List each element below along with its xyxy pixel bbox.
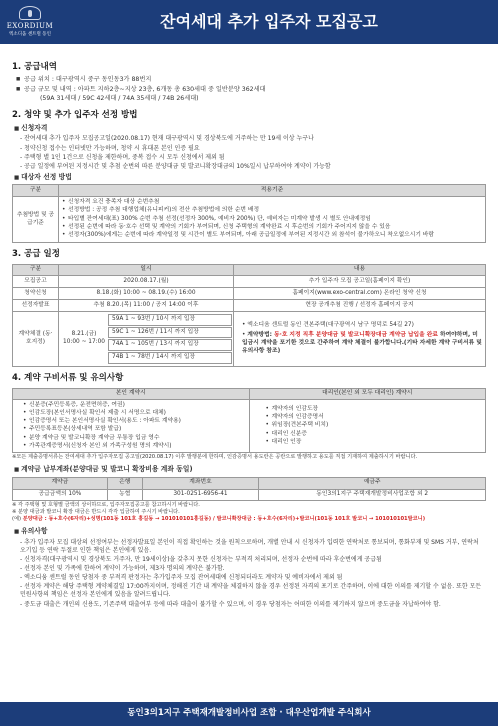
selection-table <box>12 184 486 243</box>
account-table <box>12 477 486 502</box>
contract-method: • 계약방법: 동·호 지정 직후 분양대금 및 발코니확장대금 계약금 납입을 완료 하여야하며, 미입금시 계약을 포기한 것으로 간주하여 계약 체결이 불가합니다.(기타 자세한 계약 구비서류 및 유의사항 참조) <box>242 332 482 354</box>
schedule-content: 홈페이지(www.exo-central.com) 온라인 청약 신청 <box>234 288 486 300</box>
table-header: 대리인(본인 외 모두 대리인) 계약시 <box>249 388 486 400</box>
table-header: 구분 <box>13 264 59 276</box>
table-header: 일시 <box>59 264 234 276</box>
schedule-content: 추가 입주자 모집 공고일(홈페이지 확인) <box>234 276 486 288</box>
table-header: 본인 계약시 <box>13 388 250 400</box>
contract-time: 10:00 ~ 17:00 <box>63 338 105 345</box>
eligibility-line: - 주택형 별 1인 1건으로 신청을 제한하며, 중복 접수 시 모두 신청에서 제외 됨 <box>20 153 225 161</box>
notice-line: - 중도금 대출은 개인의 신용도, 기존주택 대출여부 등에 따라 대출이 불가할 수 있으며, 이 경우 당첨자는 어떠한 이의를 제기하지 않으며 중도금을 자납하여야 함. <box>20 600 441 608</box>
table-header: 예금주 <box>259 477 486 489</box>
schedule-content: 현장 공개추첨 진행 / 선정자 홈페이지 공지 <box>234 300 486 312</box>
logo-subtitle: 엑소디움 센트럴 동인 <box>9 32 51 38</box>
logo-name: EXORDIUM <box>6 21 54 30</box>
section-schedule-title: 3. 공급 일정 <box>12 249 60 260</box>
table-header: 내용 <box>234 264 486 276</box>
table-header: 계약금 <box>13 477 108 489</box>
list-item: • 선정된 순번에 따라 동·호수 선택 및 계약의 기회가 부여되며, 신청 주택형의 계약완료 시 후순번의 기회가 주어지지 않을 수 있음 <box>62 224 482 232</box>
proxy-documents-list <box>266 406 483 446</box>
eligibility-line: - 잔여세대 추가 입주자 모집공고일(2020.08.17) 현재 대구광역시 및 경상북도에 거주하는 만 19세 이상 누구나 <box>20 135 314 143</box>
account-note: ※ 각 주택형 및 호형별 금액의 상이하므로, 입주자모집공고를 참고하시기 바랍니다. <box>12 502 200 509</box>
list-item: • 선정방법 : 공정 추첨 대행업체(유니피커)의 전산 추첨방법에 의한 순번 배정 <box>62 207 482 215</box>
contract-slot: 59A 1 ~ 93번 / 10시 까지 입장 <box>108 314 232 326</box>
page-title: 잔여세대 추가 입주자 모집공고 <box>160 12 378 32</box>
section-selection-title: 2. 청약 및 추가 입주자 선정 방법 <box>12 109 138 120</box>
list-item: • 주민등록표등본(상세내역 포함 발급) <box>23 426 246 434</box>
notice-line: - 엑소디움 센트럴 동인 당첨자 중 부적격 판정자는 추가입주자 모집 잔여세대에 신청되더라도 계약자 및 예비자에서 제외 됨 <box>20 574 343 582</box>
deposit-example <box>12 516 486 523</box>
contract-slot: 59C 1 ~ 126번 / 11시 까지 입장 <box>108 327 232 339</box>
account-amount: 공급금액의 10% <box>13 489 108 501</box>
contract-datetime <box>60 331 108 347</box>
table-row <box>13 288 486 300</box>
table-row <box>13 276 486 288</box>
notice-line: - 신청자격(대구광역시 및 경상북도 거주자, 만 19세이상)을 갖추지 못한 신청자는 부적격 처리되며, 선정자 순번에 따라 후순번에게 공급됨 <box>20 556 382 564</box>
schedule-key: 계약체결 (동·호지정) <box>13 311 59 366</box>
table-header: 구분 <box>13 185 59 197</box>
contract-slot: 74A 1 ~ 105번 / 13시 까지 입장 <box>108 339 232 351</box>
section-supply-title: 1. 공급내역 <box>12 62 57 72</box>
eligibility-line: - 공급 일정에 부여된 지정시간 및 추첨 순번의 따른 분양대금 및 발코니확장대금의 10%일시 납부하여야 계약이 가능함 <box>20 162 331 170</box>
notice-line: - 선정자 본인 및 가족에 한하여 계약이 가능하며, 제3자 명의의 계약은 불가함. <box>20 565 225 573</box>
contract-location-text: 엑소디움 센트럴 동인 견본주택(대구광역시 남구 명덕로 54길 27) <box>247 322 414 329</box>
contract-date: 8.21.(금) <box>71 331 97 338</box>
list-item: • 위임장(견본주택 비치) <box>266 422 483 430</box>
account-bank: 농협 <box>107 489 142 501</box>
example-label: (예) <box>12 516 23 523</box>
list-item: • 선정자(300%)에게는 순번에 따라 계약일정 및 시간이 별도 부여되며, 아래 공급일정에 부여된 지정시간 외 참석이 불가하오니 착오없으시기 바람 <box>62 232 482 240</box>
list-item: • 분양 계약금 및 발코니확장 계약금 무통장 입금 영수 <box>23 435 246 443</box>
selection-method-title: ■ 대상자 선정 방법 <box>12 173 486 182</box>
schedule-date: 추첨 8.20.(목) 11:00 / 공지 14:00 이후 <box>59 300 234 312</box>
contract-method-text: 하여야하며, 미입금시 계약을 포기한 것으로 간주하여 계약 체결이 불가합니다.(기타 자세한 계약 구비서류 및 유의사항 참조) <box>242 332 482 354</box>
notice-title: ■ 유의사항 <box>12 527 486 536</box>
list-item: • 타입별 잔여세대(표) 300% 순번 추첨 선정(선정자 300%, 예비자 200%) 단, 예비자는 미계약 발생 시 별도 안내예정임 <box>62 216 482 224</box>
contract-method-emphasis: 동·호 지정 직후 분양대금 및 발코니확장대금 계약금 납입을 완료 <box>274 332 438 339</box>
list-item: • 대리인 인장 <box>266 439 483 447</box>
list-item: • 신청자격 요건 충족자 대상 순번추첨 <box>62 199 482 207</box>
schedule-key: 선정자발표 <box>13 300 59 312</box>
list-item: • 인감증명서 또는 본인서명사실 확인서(용도 : 아파트 계약용) <box>23 418 246 426</box>
list-item: • 계약자의 인감증명서 <box>266 414 483 422</box>
contract-method-label: 계약방법: <box>247 332 275 339</box>
section-documents-title: 4. 계약 구비서류 및 유의사항 <box>12 373 124 384</box>
contract-location: • 엑소디움 센트럴 동인 견본주택(대구광역시 남구 명덕로 54길 27) <box>242 322 414 329</box>
table-row <box>13 489 486 501</box>
notice-line: - 추가 입주자 모집 대상의 선정여부는 선정자발표일 본인이 직접 확인하는 것을 원칙으로하며, 개별 안내 시 신청자가 입력한 연락처로 통보되며, 통화부재 및 SMS 거부, 연락처 오기입 등 연락 두절로 인한 책임은 본인에게 있음. <box>20 538 479 554</box>
self-documents-list <box>23 402 246 450</box>
account-title: ■ 계약금 납부계좌(분양대금 및 발코니 확장비용 계좌 동일) <box>12 465 486 474</box>
documents-note: ※모든 제출증명서류는 잔여세대 추가 입주자모집 공고일(2020.08.17) 이후 발행분에 한하며, 인감증명서 용도란은 공란으로 발행하고 용도를 직접 기재하여 제출하시기 바랍니다. <box>12 454 418 461</box>
selection-label: 추첨방법 및 공급기준 <box>13 197 59 243</box>
account-note: ※ 분양 대금과 발코니 확장 대금은 반드시 각각 입금하여 주시기 바랍니다. <box>12 509 180 516</box>
list-item: • 인감도장(본인서명사실 확인서 제출 시 서명으로 대체) <box>23 410 246 418</box>
supply-location: ■ 공급 위치 : 대구광역시 중구 동인동3가 88번지 <box>12 76 486 84</box>
table-row <box>13 300 486 312</box>
table-header: 은행 <box>107 477 142 489</box>
schedule-key: 모집공고 <box>13 276 59 288</box>
footer-banner: 동인3의1지구 주택재개발정비사업 조합 · 대우산업개발 주식회사 <box>0 702 498 726</box>
contract-slot: 74B 1 ~ 78번 / 14시 까지 입장 <box>108 352 232 364</box>
supply-scale: ■ 공급 규모 및 내역 : 아파트 지하2층~지상 23층, 6개동 총 630세대 중 일반분양 362세대 <box>12 86 486 94</box>
list-item: • 신분증(주민등록증, 운전면허증, 여권) <box>23 402 246 410</box>
notice-line: - 선정자 계약은 해당 주택형 계약체결일 17:00까지이며, 정해진 기간 내 계약을 체결하지 않을 경우 선정된 자격의 포기로 간주하며, 이에 대한 이의를 제기할 수 없음. 또한 모든 민원사항의 책임은 선정자 본인에게 있음을 알려드립니다. <box>20 583 482 599</box>
table-header: 계좌번호 <box>142 477 259 489</box>
table-header: 적용기준 <box>59 185 486 197</box>
supply-types: (59A 31세대 / 59C 42세대 / 74A 35세대 / 74B 26세대) <box>40 95 199 103</box>
schedule-date: 8.18.(화) 10:00 ~ 08.19.(수) 16:00 <box>59 288 234 300</box>
list-item: • 가족관계증명서(신청자 본인 외 가족구성원 명의 계약시) <box>23 443 246 451</box>
table-row <box>13 311 486 366</box>
documents-table <box>12 388 486 454</box>
list-item: • 대리인 신분증 <box>266 431 483 439</box>
header-banner <box>0 0 498 44</box>
selection-criteria-list <box>62 199 482 240</box>
eligibility-line: - 청약신청 접수는 인터넷만 가능하며, 청약 시 휴대폰 본인 인증 필요 <box>20 144 200 152</box>
schedule-date: 2020.08.17.(월) <box>59 276 234 288</box>
example-text: 분양대금 : 동+호수(6자리)+성명(101동 101호 홍길동 → 101010101홍길동) / 발코니확장대금 : 동+호수(6자리)+발코니(101동 101호 발코니 → 101010101발코니) <box>22 516 426 523</box>
schedule-key: 청약신청 <box>13 288 59 300</box>
eligibility-title: ■ 신청자격 <box>12 124 486 133</box>
list-item: • 계약자의 인감도장 <box>266 406 483 414</box>
schedule-table <box>12 264 486 368</box>
account-holder: 동인3의1지구 주택재개발정비사업조합 외 2 <box>259 489 486 501</box>
account-number: 301-0251-6956-41 <box>142 489 259 501</box>
